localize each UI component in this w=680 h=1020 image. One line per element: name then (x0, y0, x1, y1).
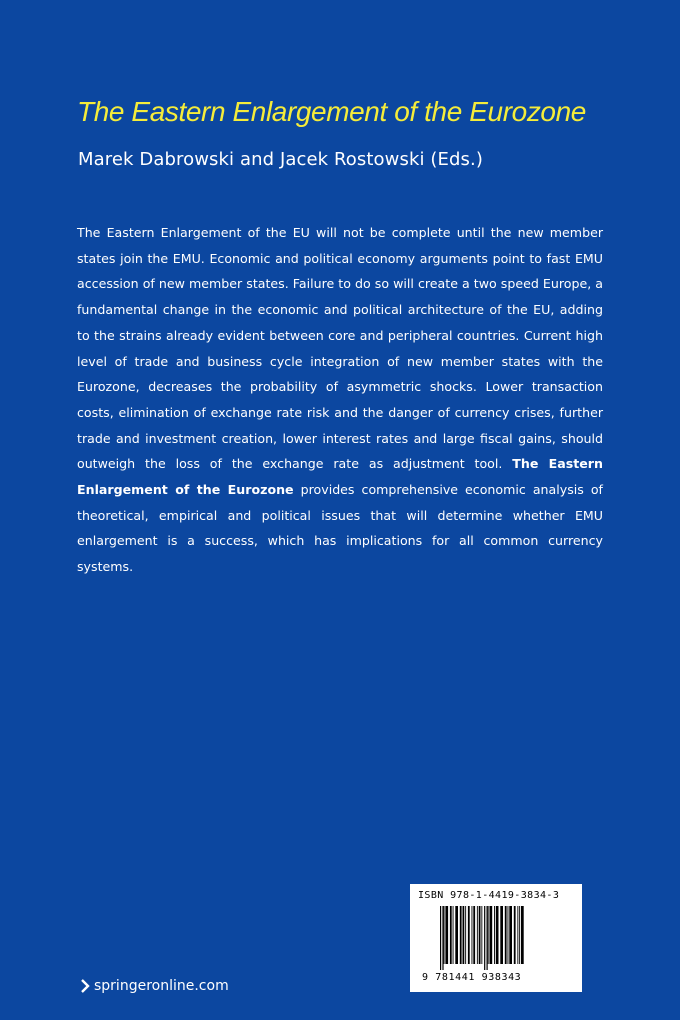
book-title: The Eastern Enlargement of the Eurozone (77, 96, 586, 127)
barcode-digits: 9 781441 938343 (422, 972, 522, 983)
chevron-right-icon (80, 979, 90, 993)
description-text-part1: The Eastern Enlargement of the EU will not be complete until the new member states join the EMU. Economic and political economy arguments point to fast EMU accession of new member states. Failure to do so will create a two speed Europe, a fundamental change in the economic and political architecture of the EU, adding to the strains already evident between core and peripheral countries. Current high level of trade and business cycle integration of new member states with the Eurozone, decreases the probability of asymmetric shocks. Lower transaction costs, elimination of exchange rate risk and the danger of currency crises, further trade and investment creation, lower interest rates and large fiscal gains, should outweigh the loss of the exchange rate as adjustment tool. (77, 225, 603, 472)
barcode-image (440, 906, 562, 970)
book-editors: Marek Dabrowski and Jacek Rostowski (Eds.) (78, 149, 483, 170)
isbn-barcode-box (410, 884, 582, 992)
book-description (77, 220, 603, 580)
springer-website-link[interactable] (80, 976, 229, 996)
isbn-label: ISBN 978-1-4419-3834-3 (418, 890, 560, 901)
website-url: springeronline.com (94, 978, 229, 994)
description-text-part2: provides comprehensive economic analysis of theoretical, empirical and political issues that will determine whether EMU enlargement is a success, which has implications for all common currency systems. (77, 482, 603, 575)
description-bold-title: The Eastern Enlargement of the Eurozone (77, 456, 603, 498)
